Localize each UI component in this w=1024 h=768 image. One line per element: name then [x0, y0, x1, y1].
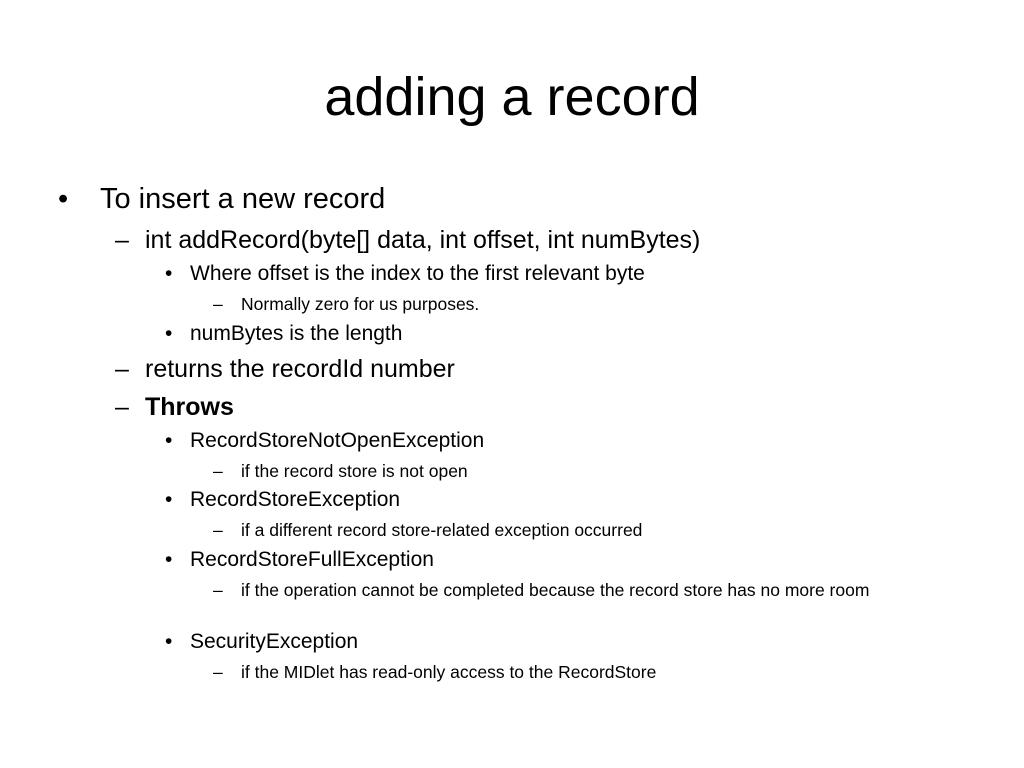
bullet-text: if the operation cannot be completed because the record store has no more room	[241, 580, 870, 600]
bullet-text: RecordStoreNotOpenException	[190, 429, 485, 452]
bullet-marker: •	[165, 630, 173, 653]
bullet-text: int addRecord(byte[] data, int offset, int numBytes)	[145, 226, 701, 254]
bullet-text: returns the recordId number	[145, 355, 455, 383]
bullet-marker: •	[165, 322, 173, 345]
bullet-text: Throws	[145, 393, 234, 421]
bullet-marker: •	[165, 429, 173, 452]
slide-title: adding a record	[324, 67, 700, 127]
dash-marker: –	[115, 355, 129, 383]
dash-marker: –	[213, 520, 223, 540]
bullet-text: if the MIDlet has read-only access to the RecordStore	[241, 662, 657, 682]
bullet-marker: •	[165, 262, 173, 285]
bullet-text: if the record store is not open	[241, 461, 468, 481]
dash-marker: –	[115, 393, 129, 421]
dash-marker: –	[213, 461, 223, 481]
bullet-text: if a different record store-related exception occurred	[241, 520, 643, 540]
bullet-text: SecurityException	[190, 630, 359, 653]
bullet-text: Where offset is the index to the first relevant byte	[190, 262, 645, 285]
bullet-text: RecordStoreException	[190, 488, 401, 511]
bullet-marker: •	[165, 548, 173, 571]
dash-marker: –	[115, 226, 129, 254]
bullet-text: To insert a new record	[100, 183, 386, 215]
bullet-text: numBytes is the length	[190, 322, 403, 345]
dash-marker: –	[213, 294, 223, 314]
bullet-text: Normally zero for us purposes.	[241, 294, 480, 314]
bullet-text: RecordStoreFullException	[190, 548, 434, 571]
bullet-marker: •	[165, 488, 173, 511]
dash-marker: –	[213, 662, 223, 682]
bullet-marker: •	[58, 183, 69, 215]
dash-marker: –	[213, 580, 223, 600]
